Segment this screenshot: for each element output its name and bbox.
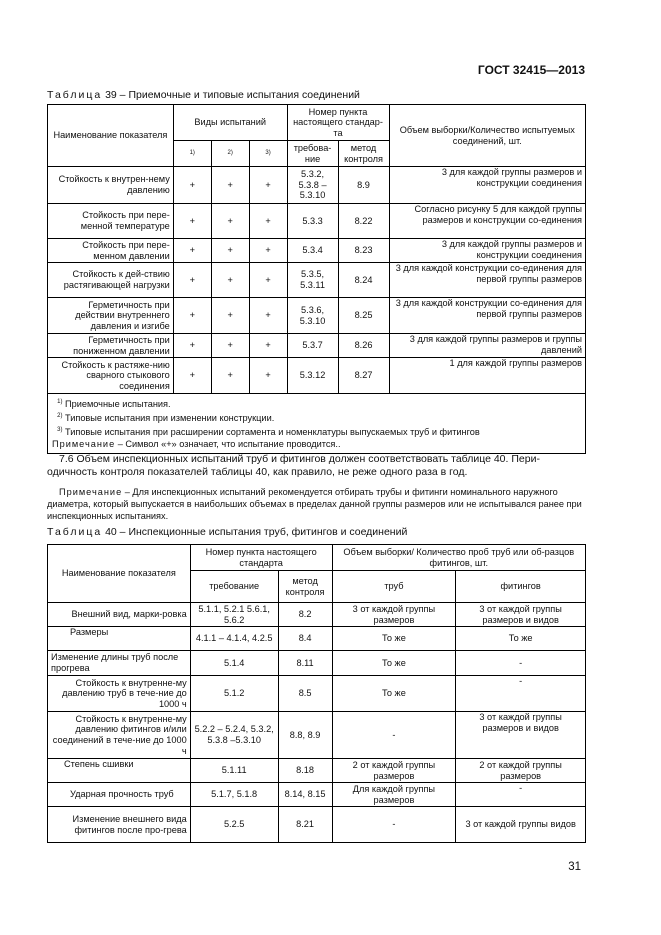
t39-k3: +: [249, 263, 287, 298]
t39-k2: +: [211, 358, 249, 394]
t40-pipes: То же: [332, 627, 456, 651]
t40-head-item-no: Номер пункта настоящего стандарта: [190, 545, 332, 571]
t40-pipes: То же: [332, 676, 456, 712]
t39-method: 8.9: [338, 167, 389, 204]
t39-name: Герметичность при действии внутреннего давления и изгибе: [48, 298, 174, 334]
t40-fittings: 3 от каждой группы размеров и видов: [456, 712, 586, 759]
t40-name: Стойкость к внутренне-му давлению фитингов и/или соединений в тече-ние до 1000 ч: [48, 712, 191, 759]
t40-fittings: 2 от каждой группы размеров: [456, 759, 586, 783]
t39-k1: +: [173, 239, 211, 263]
t40-method: 8.18: [278, 759, 332, 783]
table-row: [48, 676, 586, 712]
t39-method: 8.26: [338, 334, 389, 358]
table-row: [48, 603, 586, 627]
t39-req: 5.3.5, 5.3.11: [287, 263, 338, 298]
t40-fittings: То же: [456, 627, 586, 651]
t40-name: Размеры: [48, 627, 191, 651]
t40-name: Изменение внешнего вида фитингов после про-грева: [48, 807, 191, 843]
t39-k1: +: [173, 263, 211, 298]
t39-footnote-1: $^{1)}$ Приемочные испытания.: [57, 399, 171, 410]
table-row: [48, 783, 586, 807]
t40-method: 8.14, 8.15: [278, 783, 332, 807]
t39-k2: +: [211, 298, 249, 334]
t40-pipes: Для каждой группы размеров: [332, 783, 456, 807]
t39-req: 5.3.7: [287, 334, 338, 358]
t39-method: 8.23: [338, 239, 389, 263]
t39-k3: +: [249, 298, 287, 334]
t39-req: 5.3.4: [287, 239, 338, 263]
t39-k2: +: [211, 204, 249, 239]
t40-method: 8.4: [278, 627, 332, 651]
t39-vol: 3 для каждой конструкции со-единения для первой группы размеров: [389, 263, 586, 298]
t40-method: 8.21: [278, 807, 332, 843]
t39-footnote-3: $^{3)}$ Типовые испытания при расширении сортамента и номенклатуры выпускаемых труб и фитингов: [57, 427, 480, 438]
page-number: 31: [568, 861, 581, 873]
t40-head-name: Наименование показателя: [48, 545, 191, 603]
t39-req: 5.3.12: [287, 358, 338, 394]
t40-method: 8.5: [278, 676, 332, 712]
t39-footnote-2: $^{2)}$ Типовые испытания при изменении конструкции.: [57, 413, 275, 424]
t40-pipes: 2 от каждой группы размеров: [332, 759, 456, 783]
t39-k3: +: [249, 358, 287, 394]
table-row: [48, 334, 586, 358]
t39-k1: +: [173, 204, 211, 239]
t39-method: 8.22: [338, 204, 389, 239]
table-row: [48, 807, 586, 843]
t40-req: 5.1.7, 5.1.8: [190, 783, 278, 807]
paragraph-7-6: 7.6 Объем инспекционных испытаний труб и фитингов должен соответствовать таблице 40. Пери-одичность контроля показателей таблицы 40, как правило, не реже одного раза в год.: [47, 453, 540, 478]
t40-pipes: То же: [332, 651, 456, 676]
t40-fittings: -: [456, 651, 586, 676]
t40-method: 8.11: [278, 651, 332, 676]
t39-name: Стойкость к растяже-нию сварного стыкового соединения: [48, 358, 174, 394]
t39-k1: +: [173, 334, 211, 358]
t39-head-method: метод контроля: [338, 141, 389, 167]
table-row: [48, 263, 586, 298]
t40-req: 5.2.2 – 5.2.4, 5.3.2, 5.3.8 –5.3.10: [190, 712, 278, 759]
t40-fittings: 3 от каждой группы видов: [456, 807, 586, 843]
table40-caption: Таблица 40 – Инспекционные испытания труб, фитингов и соединений: [47, 526, 408, 538]
t39-method: 8.24: [338, 263, 389, 298]
t40-fittings: 3 от каждой группы размеров и видов: [456, 603, 586, 627]
t40-name: Ударная прочность труб: [48, 783, 191, 807]
t39-vol: 3 для каждой группы размеров и конструкции соединения: [389, 167, 586, 204]
t39-head-volume: Объем выборки/Количество испытуемых соединений, шт.: [389, 105, 586, 167]
t39-k2: +: [211, 263, 249, 298]
t39-method: 8.27: [338, 358, 389, 394]
table-row: [48, 239, 586, 263]
t39-head-req: требова-ние: [287, 141, 338, 167]
t40-head-pipes: труб: [332, 571, 456, 603]
t39-k1: +: [173, 358, 211, 394]
t40-req: 5.1.4: [190, 651, 278, 676]
table-row: [48, 712, 586, 759]
t40-req: 5.2.5: [190, 807, 278, 843]
table39-caption: Таблица 39 – Приемочные и типовые испытания соединений: [47, 89, 360, 101]
t39-head-item-no: Номер пункта настоящего стандар-та: [287, 105, 389, 141]
t39-k2: +: [211, 239, 249, 263]
t39-k3: +: [249, 239, 287, 263]
t40-method: 8.2: [278, 603, 332, 627]
standard-code-header: ГОСТ 32415—2013: [477, 63, 585, 77]
t39-vol: Согласно рисунку 5 для каждой группы размеров и конструкции со-единения: [389, 204, 586, 239]
table-row: [48, 627, 586, 651]
t39-req: 5.3.6, 5.3.10: [287, 298, 338, 334]
t39-head-sub3: 3): [249, 141, 287, 167]
table39: [47, 104, 586, 454]
t40-head-req: требование: [190, 571, 278, 603]
t39-head-name: Наименование показателя: [48, 105, 174, 167]
table-row: [48, 298, 586, 334]
t40-req: 4.1.1 – 4.1.4, 4.2.5: [190, 627, 278, 651]
t39-footnotes: [48, 394, 586, 454]
t39-name: Стойкость при пере-менной температуре: [48, 204, 174, 239]
t39-k3: +: [249, 167, 287, 204]
t39-req: 5.3.3: [287, 204, 338, 239]
t39-name: Герметичность при пониженном давлении: [48, 334, 174, 358]
t39-vol: 3 для каждой группы размеров и группы давлений: [389, 334, 586, 358]
table-row: [48, 204, 586, 239]
t39-name: Стойкость к дей-ствию растягивающей нагрузки: [48, 263, 174, 298]
t40-head-method: метод контроля: [278, 571, 332, 603]
t40-name: Степень сшивки: [48, 759, 191, 783]
t39-k2: +: [211, 334, 249, 358]
t39-head-sub1: 1): [173, 141, 211, 167]
t39-head-kinds: Виды испытаний: [173, 105, 287, 141]
t40-name: Изменение длины труб после прогрева: [48, 651, 191, 676]
t40-pipes: -: [332, 807, 456, 843]
t40-method: 8.8, 8.9: [278, 712, 332, 759]
t40-fittings: -: [456, 676, 586, 712]
table40: [47, 544, 586, 843]
t39-head-sub2: 2): [211, 141, 249, 167]
t40-fittings: -: [456, 783, 586, 807]
t39-name: Стойкость при пере-менном давлении: [48, 239, 174, 263]
t39-vol: 3 для каждой группы размеров и конструкции соединения: [389, 239, 586, 263]
t40-head-fittings: фитингов: [456, 571, 586, 603]
t40-req: 5.1.11: [190, 759, 278, 783]
t40-req: 5.1.1, 5.2.1 5.6.1, 5.6.2: [190, 603, 278, 627]
t39-k1: +: [173, 167, 211, 204]
t40-name: Внешний вид, марки-ровка: [48, 603, 191, 627]
t40-head-volume: Объем выборки/ Количество проб труб или об-разцов фитингов, шт.: [332, 545, 585, 571]
t39-note: Примечание – Символ «+» означает, что испытание проводится..: [52, 439, 341, 450]
t39-k3: +: [249, 204, 287, 239]
t39-vol: 1 для каждой группы размеров: [389, 358, 586, 394]
table-row: [48, 167, 586, 204]
t39-k2: +: [211, 167, 249, 204]
table-row: [48, 651, 586, 676]
t39-method: 8.25: [338, 298, 389, 334]
table-row: [48, 759, 586, 783]
note-inspection: Примечание – Для инспекционных испытаний рекомендуется отбирать трубы и фитинги номинального наружного диаметра, который выпускается в наибольших объемах в пределах данной группы размеров или не испытывался ранее при инспекционных испытаниях.: [47, 487, 582, 521]
t40-req: 5.1.2: [190, 676, 278, 712]
t40-pipes: -: [332, 712, 456, 759]
table-row: [48, 358, 586, 394]
t39-name: Стойкость к внутрен-нему давлению: [48, 167, 174, 204]
t39-k1: +: [173, 298, 211, 334]
t39-k3: +: [249, 334, 287, 358]
t39-vol: 3 для каждой конструкции со-единения для первой группы размеров: [389, 298, 586, 334]
t39-req: 5.3.2, 5.3.8 – 5.3.10: [287, 167, 338, 204]
t40-name: Стойкость к внутренне-му давлению труб в тече-ние до 1000 ч: [48, 676, 191, 712]
t40-pipes: 3 от каждой группы размеров: [332, 603, 456, 627]
